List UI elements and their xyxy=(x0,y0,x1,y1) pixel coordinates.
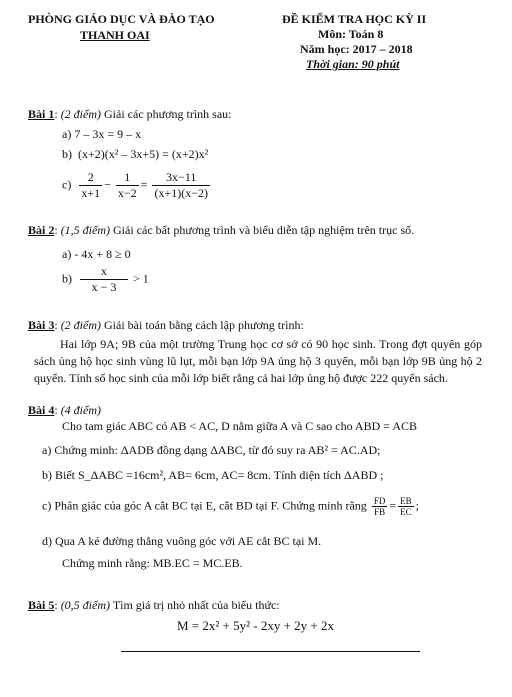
bai5-heading: Bài 5: (0,5 điểm) Tìm giá trị nhỏ nhất của biểu thức: xyxy=(28,598,280,612)
bai4-a: a) Chứng minh: ΔADB đồng dạng ΔABC, từ đó suy ra AB² = AC.AD; xyxy=(42,443,381,457)
numerator: 1 xyxy=(124,170,131,184)
school-year: Năm học: 2017 – 2018 xyxy=(300,42,413,56)
bai3-label: Bài 3 xyxy=(28,318,55,332)
bai4-intro: Cho tam giác ABC có AB < AC, D nằm giữa A và C sao cho ABD = ACB xyxy=(62,419,418,433)
denominator: FB xyxy=(372,506,388,517)
denominator: x+1 xyxy=(81,186,101,200)
bai4-label: Bài 4 xyxy=(28,403,55,417)
bai1-c-label: c) xyxy=(62,177,72,192)
bai1-b xyxy=(62,147,208,162)
bai2-b-label: b) xyxy=(62,271,72,286)
department-name: PHÒNG GIÁO DỤC VÀ ĐÀO TẠO xyxy=(28,12,215,26)
district-name: THANH OAI xyxy=(80,28,150,42)
denominator: EC xyxy=(400,507,412,517)
denominator: x−2 xyxy=(117,186,137,200)
denominator: x − 3 xyxy=(80,279,128,295)
bai3-text: Giải bài toán bằng cách lập phương trình: xyxy=(104,318,304,332)
fraction xyxy=(152,170,210,201)
fraction xyxy=(116,170,139,201)
bai4-points: (4 điểm) xyxy=(60,403,102,417)
bai1-text: Giải các phương trình sau: xyxy=(104,107,232,121)
bai2-a: a) - 4x + 8 ≥ 0 xyxy=(62,247,131,261)
fraction xyxy=(398,496,414,517)
bai3-heading: Bài 3: (2 điểm) Giải bài toán bằng cách lập phương trình: xyxy=(28,318,304,332)
bai5-text: Tìm giá trị nhỏ nhất của biểu thức: xyxy=(112,598,280,612)
bai1-b-eq: (x+2)(x² – 3x+5) = (x+2)x² xyxy=(78,147,209,161)
numerator: x xyxy=(101,264,107,278)
bai1-c: c) $\frac{2}{x+1}$ − $\frac{1}{x-2}$ = $\frac{3x-11}{(x+1)(x-2)}$ xyxy=(62,170,208,200)
fraction xyxy=(79,170,102,201)
bai1-label: Bài 1 xyxy=(28,107,55,121)
fraction xyxy=(372,496,388,517)
bai4-c-text: c) Phân giác của góc A cắt BC tại E, cắt BD tại F. Chứng minh rằng xyxy=(42,498,367,513)
numerator: EB xyxy=(400,496,412,506)
numerator: FD xyxy=(373,496,386,506)
bai4-d: d) Qua A kẻ đường thẳng vuông góc với AE cắt BC tại M. xyxy=(42,534,322,548)
bai2-b-rhs: > 1 xyxy=(133,271,149,286)
bai2-heading: Bài 2: (1,5 điểm) Giải các bất phương trình và biểu diễn tập nghiệm trên trục số. xyxy=(28,223,415,237)
numerator: 3x−11 xyxy=(166,170,197,184)
bai4-d2: Chứng minh rằng: MB.EC = MC.EB. xyxy=(62,556,243,570)
bai2-points: (1,5 điểm) xyxy=(60,223,111,237)
subject: Môn: Toán 8 xyxy=(318,27,384,41)
bai2-label: Bài 2 xyxy=(28,223,55,237)
bai4-c: c) Phân giác của góc A cắt BC tại E, cắt BD tại F. Chứng minh rằng $\frac{FD}{FB}$ = $\frac{EB}{EC}$ ; xyxy=(42,496,419,517)
numerator: 2 xyxy=(87,170,94,184)
footer-divider xyxy=(121,651,420,652)
exam-title: ĐỀ KIỂM TRA HỌC KỲ II xyxy=(282,12,427,26)
duration: Thời gian: 90 phút xyxy=(306,57,400,71)
bai2-b xyxy=(62,264,149,295)
bai3-points: (2 điểm) xyxy=(60,318,102,332)
bai1-heading: Bài 1: (2 điểm) Giải các phương trình sau: xyxy=(28,107,232,121)
bai5-label: Bài 5 xyxy=(28,598,55,612)
bai4-b: b) Biết S_ΔABC =16cm², AB= 6cm, AC= 8cm. Tính diện tích ΔABD ; xyxy=(42,468,384,482)
bai1-points: (2 điểm) xyxy=(60,107,102,121)
bai5-points: (0,5 điểm) xyxy=(60,598,111,612)
bai2-text: Giải các bất phương trình và biểu diễn tập nghiệm trên trục số. xyxy=(113,223,415,237)
bai1-b-label: b) xyxy=(62,147,72,161)
denominator: (x+1)(x−2) xyxy=(154,186,208,200)
bai4-heading: Bài 4: (4 điểm) xyxy=(28,403,102,417)
bai5-expression: M = 2x² + 5y² - 2xy + 2y + 2x xyxy=(177,618,335,633)
bai1-a: a) 7 – 3x = 9 – x xyxy=(62,127,142,141)
bai3-body: Hai lớp 9A; 9B của một trường Trung học cơ sở có 90 học sinh. Trong đợt quyên góp sách ủng hộ học sinh vùng lũ lụt, mỗi bạn lớp 9A ủng hộ 3 quyển, mỗi bạn lớp 9B ủng hộ 2 quyển. Tính số học sinh của mỗi lớp biết rằng cả hai lớp ủng hộ được 222 quyển sách. xyxy=(34,337,482,385)
fraction xyxy=(80,264,128,295)
